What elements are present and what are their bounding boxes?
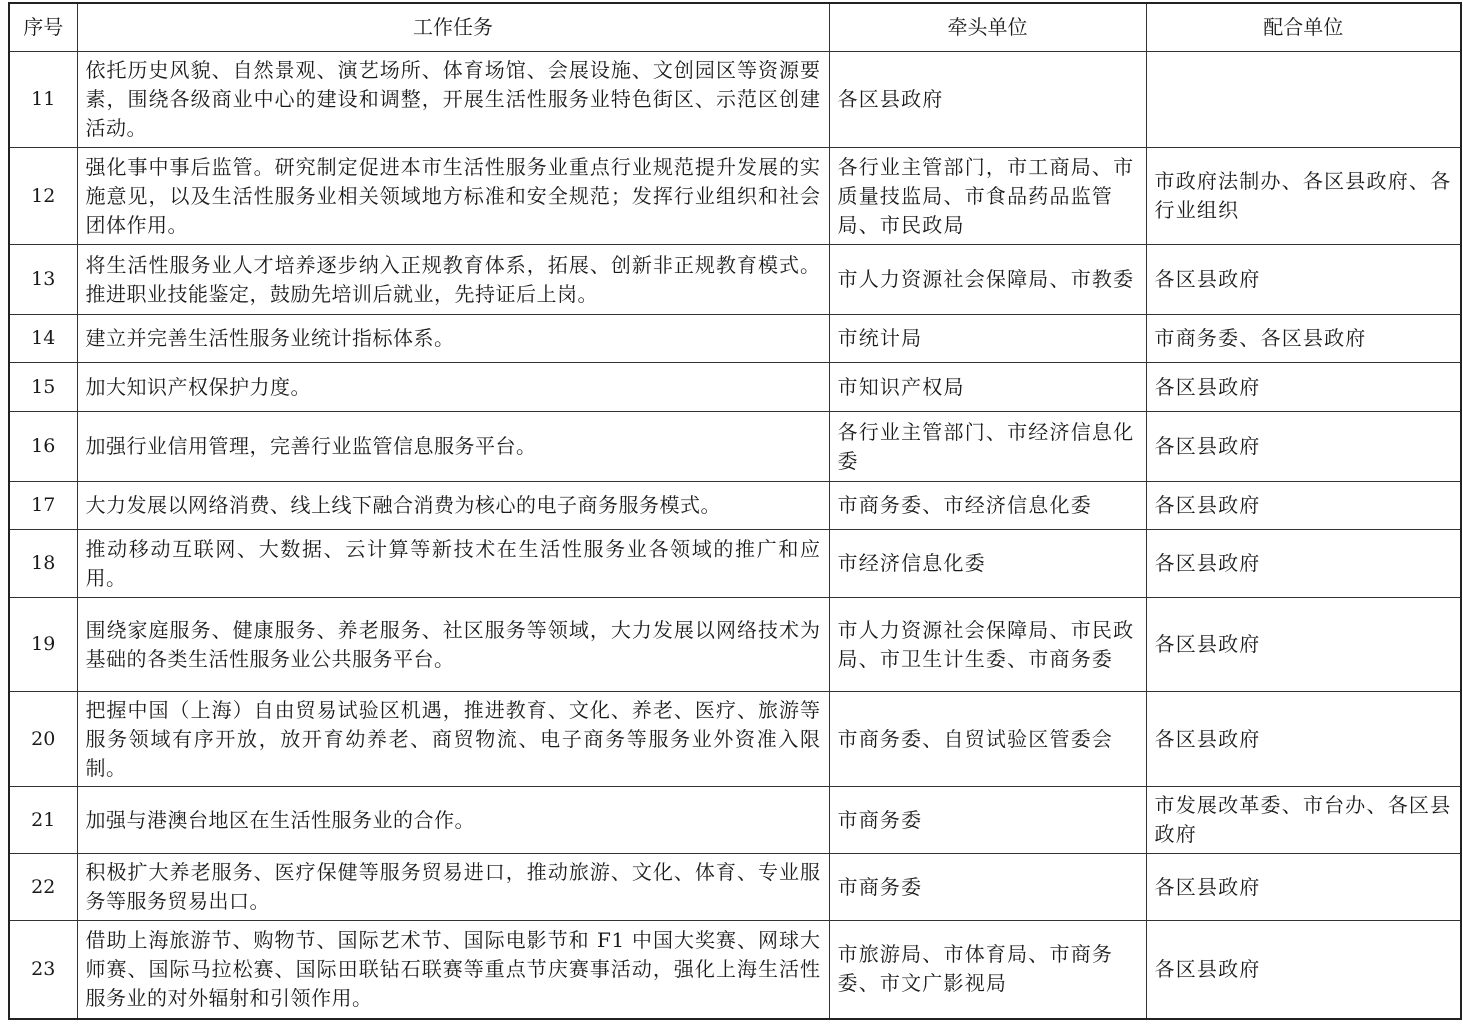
coop-unit-cell — [1146, 52, 1461, 148]
coop-unit-cell: 各区县政府 — [1146, 921, 1461, 1019]
table-row — [9, 52, 1461, 148]
coop-unit-cell: 各区县政府 — [1146, 412, 1461, 482]
table-row — [9, 692, 1461, 787]
table-row — [9, 787, 1461, 854]
table-row — [9, 854, 1461, 921]
task-cell: 将生活性服务业人才培养逐步纳入正规教育体系，拓展、创新非正规教育模式。推进职业技能鉴定，鼓励先培训后就业，先持证后上岗。 — [77, 245, 829, 315]
row-number: 15 — [9, 363, 77, 412]
lead-unit-cell: 各行业主管部门、市经济信息化委 — [829, 412, 1146, 482]
lead-unit-cell: 市商务委、市经济信息化委 — [829, 482, 1146, 530]
lead-unit-cell: 市知识产权局 — [829, 363, 1146, 412]
table-row — [9, 148, 1461, 245]
row-number: 18 — [9, 530, 77, 598]
table-row — [9, 315, 1461, 363]
row-number: 21 — [9, 787, 77, 854]
coop-unit-cell: 各区县政府 — [1146, 530, 1461, 598]
table-row — [9, 530, 1461, 598]
task-cell: 借助上海旅游节、购物节、国际艺术节、国际电影节和 F1 中国大奖赛、网球大师赛、国际马拉松赛、国际田联钻石联赛等重点节庆赛事活动，强化上海生活性服务业的对外辐射和引领作用。 — [77, 921, 829, 1019]
row-number: 23 — [9, 921, 77, 1019]
coop-unit-cell: 各区县政府 — [1146, 692, 1461, 787]
row-number: 14 — [9, 315, 77, 363]
task-cell: 加强行业信用管理，完善行业监管信息服务平台。 — [77, 412, 829, 482]
row-number: 17 — [9, 482, 77, 530]
lead-unit-cell: 市商务委 — [829, 787, 1146, 854]
header-lead-unit: 牵头单位 — [829, 3, 1146, 52]
row-number: 16 — [9, 412, 77, 482]
lead-unit-cell: 市统计局 — [829, 315, 1146, 363]
lead-unit-cell: 市经济信息化委 — [829, 530, 1146, 598]
task-cell: 加强与港澳台地区在生活性服务业的合作。 — [77, 787, 829, 854]
lead-unit-cell: 各区县政府 — [829, 52, 1146, 148]
header-coop-unit: 配合单位 — [1146, 3, 1461, 52]
task-table — [8, 2, 1462, 1020]
lead-unit-cell: 市商务委、自贸试验区管委会 — [829, 692, 1146, 787]
table-row — [9, 482, 1461, 530]
row-number: 13 — [9, 245, 77, 315]
lead-unit-cell: 市商务委 — [829, 854, 1146, 921]
task-cell: 把握中国（上海）自由贸易试验区机遇，推进教育、文化、养老、医疗、旅游等服务领域有序开放，放开育幼养老、商贸物流、电子商务等服务业外资准入限制。 — [77, 692, 829, 787]
header-task: 工作任务 — [77, 3, 829, 52]
header-no: 序号 — [9, 3, 77, 52]
task-cell: 推动移动互联网、大数据、云计算等新技术在生活性服务业各领域的推广和应用。 — [77, 530, 829, 598]
coop-unit-cell: 市政府法制办、各区县政府、各行业组织 — [1146, 148, 1461, 245]
coop-unit-cell: 市发展改革委、市台办、各区县政府 — [1146, 787, 1461, 854]
header-row — [9, 3, 1461, 52]
lead-unit-cell: 市旅游局、市体育局、市商务委、市文广影视局 — [829, 921, 1146, 1019]
coop-unit-cell: 各区县政府 — [1146, 854, 1461, 921]
row-number: 20 — [9, 692, 77, 787]
coop-unit-cell: 各区县政府 — [1146, 363, 1461, 412]
lead-unit-cell: 市人力资源社会保障局、市民政局、市卫生计生委、市商务委 — [829, 598, 1146, 692]
coop-unit-cell: 各区县政府 — [1146, 598, 1461, 692]
task-cell: 建立并完善生活性服务业统计指标体系。 — [77, 315, 829, 363]
row-number: 12 — [9, 148, 77, 245]
task-cell: 强化事中事后监管。研究制定促进本市生活性服务业重点行业规范提升发展的实施意见，以及生活性服务业相关领域地方标准和安全规范；发挥行业组织和社会团体作用。 — [77, 148, 829, 245]
task-cell: 加大知识产权保护力度。 — [77, 363, 829, 412]
task-cell: 依托历史风貌、自然景观、演艺场所、体育场馆、会展设施、文创园区等资源要素，围绕各级商业中心的建设和调整，开展生活性服务业特色街区、示范区创建活动。 — [77, 52, 829, 148]
table-row — [9, 921, 1461, 1019]
task-cell: 大力发展以网络消费、线上线下融合消费为核心的电子商务服务模式。 — [77, 482, 829, 530]
table-row — [9, 598, 1461, 692]
lead-unit-cell: 市人力资源社会保障局、市教委 — [829, 245, 1146, 315]
table-row — [9, 245, 1461, 315]
coop-unit-cell: 市商务委、各区县政府 — [1146, 315, 1461, 363]
lead-unit-cell: 各行业主管部门，市工商局、市质量技监局、市食品药品监管局、市民政局 — [829, 148, 1146, 245]
task-cell: 积极扩大养老服务、医疗保健等服务贸易进口，推动旅游、文化、体育、专业服务等服务贸易出口。 — [77, 854, 829, 921]
table-row — [9, 363, 1461, 412]
task-cell: 围绕家庭服务、健康服务、养老服务、社区服务等领域，大力发展以网络技术为基础的各类生活性服务业公共服务平台。 — [77, 598, 829, 692]
coop-unit-cell: 各区县政府 — [1146, 245, 1461, 315]
row-number: 11 — [9, 52, 77, 148]
row-number: 19 — [9, 598, 77, 692]
table-row — [9, 412, 1461, 482]
coop-unit-cell: 各区县政府 — [1146, 482, 1461, 530]
row-number: 22 — [9, 854, 77, 921]
